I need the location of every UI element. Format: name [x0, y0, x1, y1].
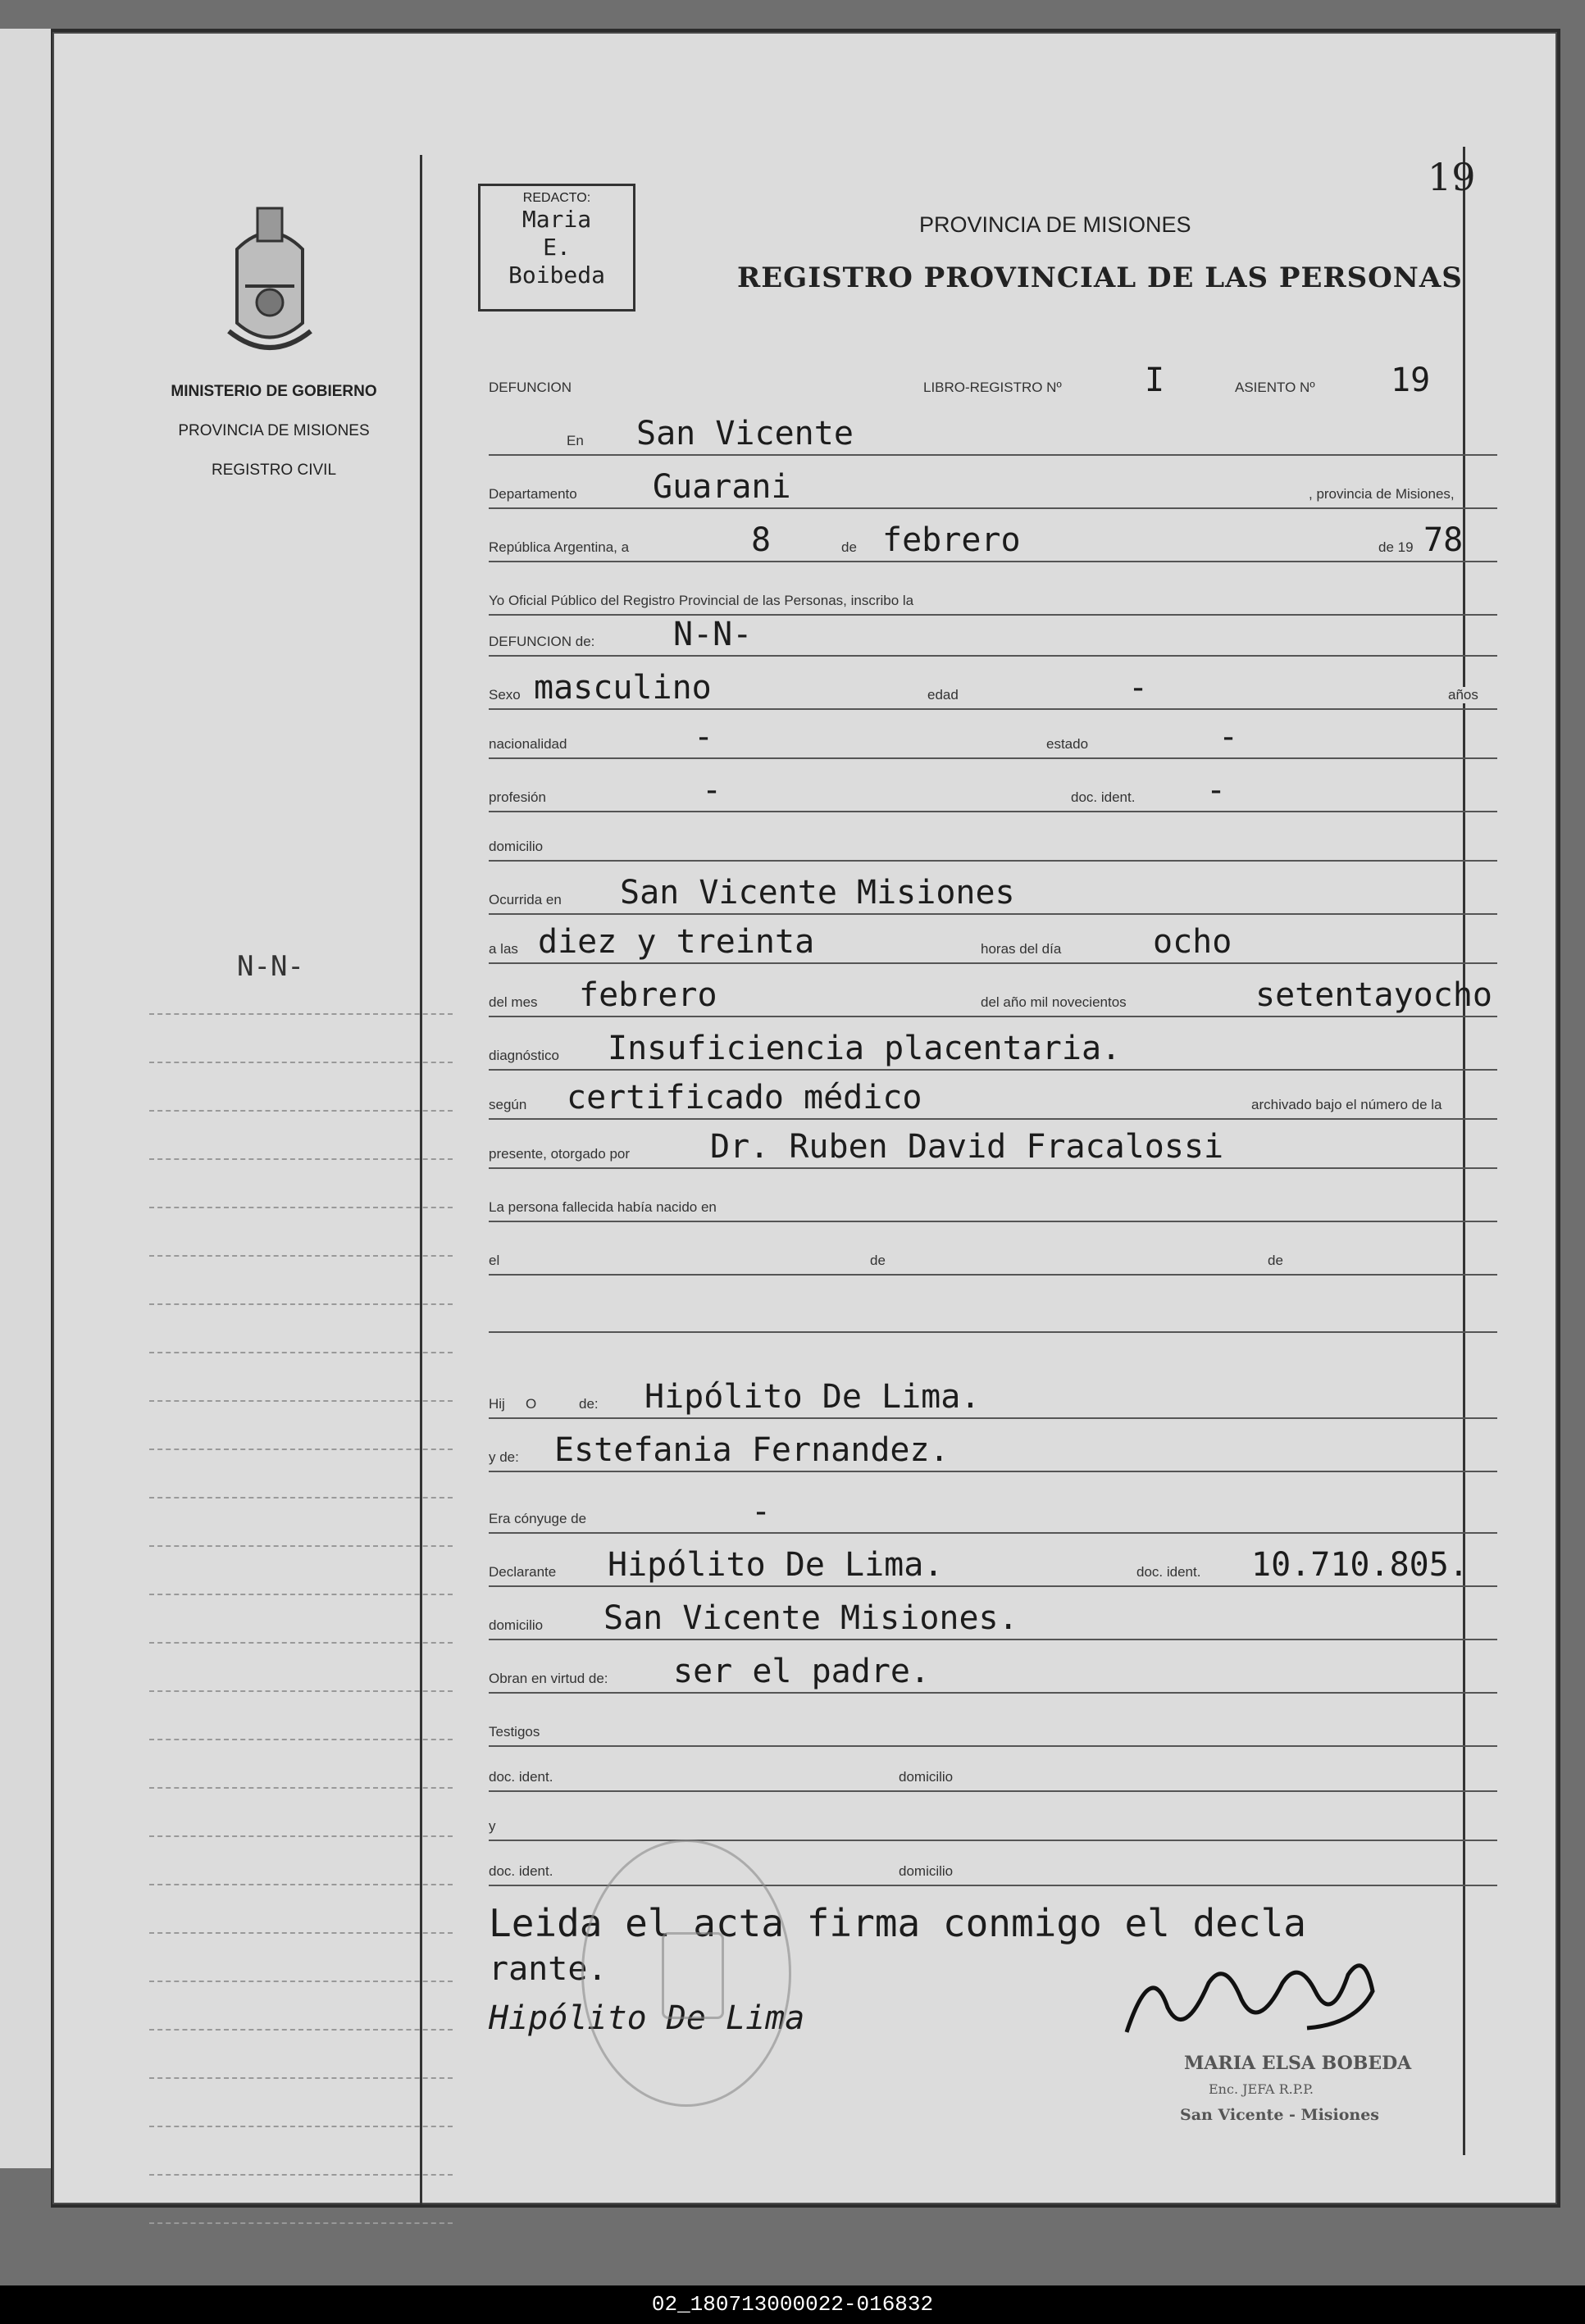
libro-label: LIBRO-REGISTRO Nº [923, 380, 1065, 396]
ocurrida-label: Ocurrida en [489, 892, 565, 908]
row-padre [489, 1376, 1497, 1419]
official-seal [581, 1840, 791, 2107]
anio-label: de 19 [1378, 539, 1417, 556]
margin-note: N-N- [237, 950, 304, 983]
row-declarante [489, 1544, 1497, 1587]
presente-label: presente, otorgado por [489, 1146, 633, 1162]
row-oficial [489, 573, 1497, 616]
editor-stamp [478, 184, 635, 312]
row-diagnostico [489, 1028, 1497, 1071]
departamento-label: Departamento [489, 486, 581, 503]
presente-value: Dr. Ruben David Fracalossi [710, 1128, 1224, 1166]
official-name: MARIA ELSA BOBEDA [1184, 2053, 1412, 2074]
anio-value: 78 [1423, 521, 1464, 559]
row-presente [489, 1126, 1497, 1169]
ministry-office: REGISTRO CIVIL [211, 462, 337, 479]
hijo-o: O [526, 1396, 540, 1412]
register-page [51, 29, 1560, 2208]
nacionalidad-label: nacionalidad [489, 736, 570, 753]
madre-value: Estefania Fernandez. [554, 1431, 950, 1469]
row-nacionalidad [489, 716, 1497, 759]
estado-value: - [1218, 718, 1239, 756]
row-madre [489, 1430, 1497, 1472]
obran-label: Obran en virtud de: [489, 1671, 612, 1687]
segun-label: según [489, 1097, 530, 1113]
page-number: 19 [1428, 155, 1476, 199]
row-testigo1 [489, 1749, 1497, 1792]
declarante-doc-label: doc. ident. [1136, 1564, 1204, 1580]
profesion-label: profesión [489, 789, 549, 806]
doc-ident-label: doc. ident. [1071, 789, 1138, 806]
official-place: San Vicente - Misiones [1180, 2106, 1379, 2124]
header-registry: REGISTRO PROVINCIAL DE LAS PERSONAS [737, 262, 1463, 294]
row-profesion [489, 770, 1497, 812]
record-header-row [489, 360, 1497, 401]
mes-value: febrero [882, 521, 1021, 559]
defuncion-de-label: DEFUNCION de: [489, 634, 598, 650]
doc-ident2-label: doc. ident. [489, 1769, 556, 1785]
row-en [489, 413, 1497, 456]
closing-line-2: rante. [489, 1950, 608, 1988]
dia-value: 8 [751, 521, 772, 559]
declarante-value: Hipólito De Lima. [608, 1546, 944, 1584]
row-domicilio2 [489, 1598, 1497, 1640]
row-domicilio [489, 819, 1497, 862]
row-separator [489, 1290, 1497, 1333]
edad-label: edad [927, 687, 962, 703]
row-nacido [489, 1180, 1497, 1222]
archivado-label: archivado bajo el número de la [1251, 1097, 1445, 1113]
domicilio4-label: domicilio [899, 1863, 956, 1880]
doc-ident-value: - [1206, 771, 1227, 809]
asiento-value: 19 [1391, 362, 1431, 399]
dia-text-value: ocho [1153, 923, 1232, 961]
stamp-name-2: E. [543, 234, 571, 261]
row-hora [489, 921, 1497, 964]
hijo-de-label: de: [579, 1396, 602, 1412]
row-y [489, 1799, 1497, 1841]
margin-ruled-lines [149, 966, 453, 2224]
row-departamento [489, 466, 1497, 509]
en-value: San Vicente [636, 415, 854, 453]
estado-label: estado [1046, 736, 1091, 753]
defuncion-de-value: N-N- [673, 616, 753, 653]
row-sexo [489, 667, 1497, 710]
de3-label: de [1268, 1253, 1287, 1269]
asiento-label: ASIENTO Nº [1235, 380, 1319, 396]
domicilio2-value: San Vicente Misiones. [603, 1599, 1018, 1637]
anio-text-value: setentayocho [1255, 976, 1492, 1014]
declarante-label: Declarante [489, 1564, 559, 1580]
stamp-name-3: Boibeda [508, 262, 605, 289]
closing-line-1: Leida el acta firma conmigo el decla [489, 1901, 1306, 1945]
testigos-label: Testigos [489, 1724, 543, 1740]
padre-value: Hipólito De Lima. [644, 1378, 981, 1416]
row-nacido-fecha [489, 1233, 1497, 1276]
nacionalidad-value: - [694, 718, 714, 756]
row-segun [489, 1077, 1497, 1120]
diagnostico-label: diagnóstico [489, 1048, 562, 1064]
ministry-province: PROVINCIA DE MISIONES [178, 422, 370, 439]
left-page-edge [0, 29, 53, 2168]
domicilio-label: domicilio [489, 839, 546, 855]
image-id-footer: 02_180713000022-016832 [0, 2285, 1585, 2324]
horas-dia-label: horas del día [981, 941, 1064, 957]
ocurrida-value: San Vicente Misiones [620, 874, 1015, 912]
declarante-doc-value: 10.710.805. [1251, 1546, 1469, 1584]
seal-emblem [662, 1932, 724, 2019]
segun-value: certificado médico [567, 1079, 922, 1117]
domicilio3-label: domicilio [899, 1769, 956, 1785]
ministry-block [151, 372, 397, 490]
hora-value: diez y treinta [538, 923, 815, 961]
row-mes [489, 975, 1497, 1017]
stamp-label: REDACTO: [522, 191, 591, 205]
anio-mil-label: del año mil novecientos [981, 994, 1130, 1011]
nacido-label: La persona fallecida había nacido en [489, 1199, 720, 1216]
header-province: PROVINCIA DE MISIONES [919, 212, 1191, 237]
de2-label: de [870, 1253, 889, 1269]
edad-value: - [1128, 669, 1149, 707]
oficial-label: Yo Oficial Público del Registro Provincial de las Personas, inscribo la [489, 593, 917, 609]
row-conyuge [489, 1491, 1497, 1534]
yde-label: y de: [489, 1449, 522, 1466]
row-obran [489, 1651, 1497, 1694]
stamp-name-1: Maria [522, 206, 592, 233]
row-defuncion-de [489, 614, 1497, 657]
el-label: el [489, 1253, 503, 1269]
declarant-signature: Hipólito De Lima [489, 1999, 805, 2037]
conyuge-value: - [751, 1493, 772, 1530]
defuncion-title: DEFUNCION [489, 380, 575, 396]
de-label: de [841, 539, 860, 556]
province-shield-icon [225, 200, 315, 356]
doc-ident3-label: doc. ident. [489, 1863, 556, 1880]
republica-label: República Argentina, a [489, 539, 632, 556]
conyuge-label: Era cónyuge de [489, 1511, 590, 1527]
row-ocurrida [489, 872, 1497, 915]
en-label: En [567, 433, 587, 449]
ministry-name: MINISTERIO DE GOBIERNO [171, 383, 377, 400]
hora-label: a las [489, 941, 522, 957]
row-fecha [489, 520, 1497, 562]
libro-value: I [1145, 362, 1165, 399]
anios-label: años [1448, 687, 1482, 703]
official-role: Enc. JEFA R.P.P. [1209, 2081, 1314, 2097]
row-testigos [489, 1704, 1497, 1747]
profesion-value: - [702, 771, 722, 809]
diagnostico-value: Insuficiencia placentaria. [608, 1030, 1122, 1067]
official-signature-icon [1118, 1942, 1381, 2049]
provincia-label: , provincia de Misiones, [1309, 486, 1458, 503]
hijo-label: Hij [489, 1396, 508, 1412]
sexo-label: Sexo [489, 687, 524, 703]
domicilio2-label: domicilio [489, 1617, 546, 1634]
mes-text-value: febrero [579, 976, 717, 1014]
sexo-value: masculino [534, 669, 712, 707]
obran-value: ser el padre. [673, 1653, 931, 1690]
departamento-value: Guarani [653, 468, 791, 506]
column-divider [420, 155, 422, 2204]
y-label: y [489, 1818, 499, 1835]
mes-label: del mes [489, 994, 541, 1011]
